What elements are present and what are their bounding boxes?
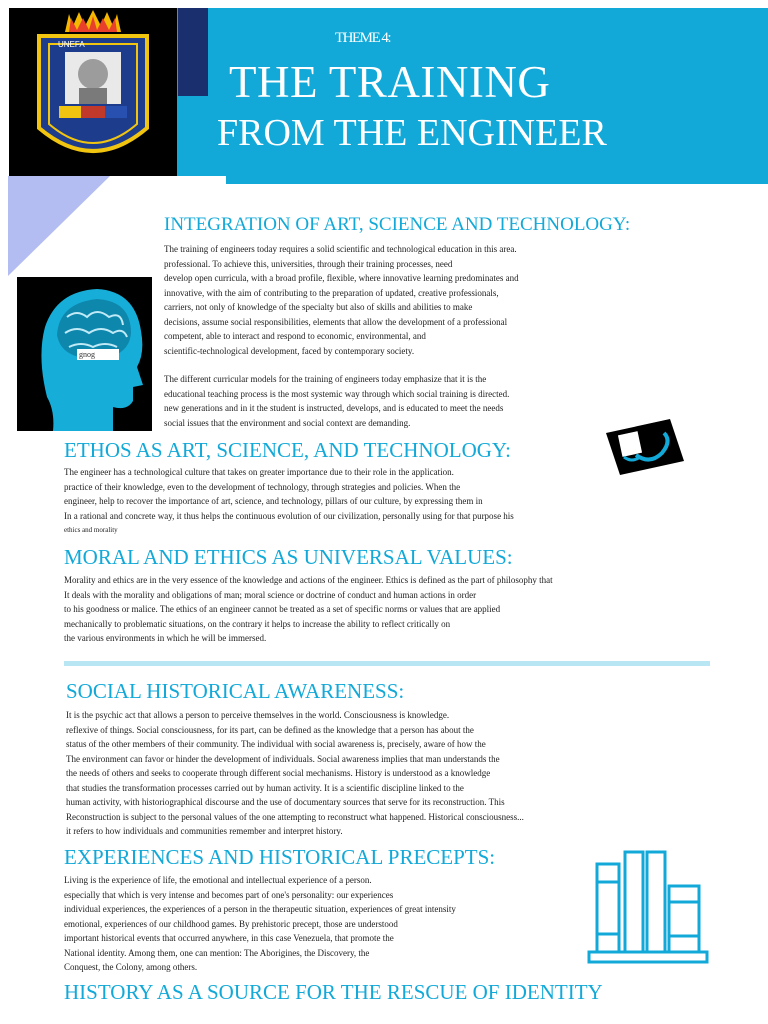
body-line: important historical events that occurred anywhere, in this case Venezuela, that promote the bbox=[64, 933, 394, 943]
body-line: National identity. Among them, one can mention: The Aborigines, the Discovery, the bbox=[64, 947, 370, 958]
body-line: develop open curricula, with a broad profile, flexible, where innovative learning predominates and bbox=[164, 273, 519, 283]
body-line: competent, able to interact and respond to economic, environmental, and bbox=[164, 331, 426, 341]
crest-icon bbox=[9, 8, 177, 176]
section-body bbox=[64, 873, 456, 975]
body-line: new generations and in it the student is instructed, develops, and is educated to meet the needs bbox=[164, 403, 504, 413]
theme-label: THEME 4: bbox=[335, 30, 391, 46]
body-line: it refers to how individuals and communities remember and interpret history. bbox=[66, 826, 343, 836]
body-line: decisions, assume social responsibilities, elements that allow the development of a professional bbox=[164, 316, 508, 327]
brain-head-illustration bbox=[17, 277, 152, 431]
university-logo bbox=[9, 8, 177, 176]
body-line: innovative, with the aim of contributing to the preparation of updated, creative professionals, bbox=[164, 287, 499, 298]
illustration-label: gnog bbox=[77, 349, 119, 360]
body-line: especially that which is very intense and becomes part of one's personality: our experiences bbox=[64, 889, 394, 900]
body-line: The engineer has a technological culture that takes on greater importance due to their role in the application. bbox=[64, 467, 454, 477]
logo-text: UNEFA bbox=[58, 40, 85, 49]
section-heading: EXPERIENCES AND HISTORICAL PRECEPTS: bbox=[64, 845, 496, 869]
body-line: engineer, help to recover the importance of art, science, and technology, pillars of our culture, by expressing them in bbox=[64, 496, 483, 506]
section-heading: MORAL AND ETHICS AS UNIVERSAL VALUES: bbox=[64, 545, 513, 569]
usb-icon bbox=[606, 419, 686, 475]
body-line: reflexive of things. Social consciousness, for its part, can be defined as the knowledge that a person has about the bbox=[66, 724, 474, 735]
section-heading: INTEGRATION OF ART, SCIENCE AND TECHNOLOGY: bbox=[164, 214, 631, 235]
body-line: the needs of others and seeks to cooperate through different social mechanisms. History is understood as a knowledge bbox=[66, 768, 491, 778]
page-title-line-1: THE TRAINING bbox=[229, 57, 551, 107]
body-line: emotional, experiences of our childhood games. By prehistoric precept, those are understood bbox=[64, 918, 398, 929]
section-body bbox=[64, 573, 566, 646]
body-line: The environment can favor or hinder the development of individuals. Social awareness implies that man understands the bbox=[66, 753, 500, 764]
body-line: scientific-technological development, faced by contemporary society. bbox=[164, 345, 415, 356]
header-accent-stripe bbox=[178, 8, 208, 96]
section-body bbox=[64, 465, 534, 538]
body-line: The different curricular models for the training of engineers today emphasize that it is the bbox=[164, 374, 487, 384]
body-line: carriers, not only of knowledge of the specialty but also of skills and abilities to make bbox=[164, 302, 473, 312]
body-line: status of the other members of their community. The individual with social awareness is, precisely, aware of how the bbox=[66, 739, 486, 749]
body-line: the various environments in which he will be immersed. bbox=[64, 633, 267, 643]
body-line: Living is the experience of life, the emotional and intellectual experience of a person. bbox=[64, 875, 372, 885]
usb-cable-illustration bbox=[606, 419, 686, 480]
body-line: that studies the transformation processes carried out by human activity. It is a scientific discipline linked to the bbox=[66, 782, 464, 793]
body-line: human activity, with historiographical discourse and the use of documentary sources that serve for its reconstruction. This bbox=[66, 797, 505, 807]
body-line: The training of engineers today requires a solid scientific and technological education in this area. bbox=[164, 244, 517, 254]
section-body bbox=[164, 242, 592, 430]
section-heading: ETHOS AS ART, SCIENCE, AND TECHNOLOGY: bbox=[64, 438, 511, 462]
section-divider bbox=[64, 661, 710, 666]
body-line: It deals with the morality and obligations of man; moral science or doctrine of conduct and human actions in order bbox=[64, 589, 477, 600]
body-line: In a rational and concrete way, it thus helps the continuous evolution of our civilization, personally using for that purpose his bbox=[64, 510, 514, 521]
body-line: Conquest, the Colony, among others. bbox=[64, 962, 198, 972]
body-line: mechanically to problematic situations, on the contrary it helps to increase the ability to reflect critically on bbox=[64, 618, 451, 629]
body-line: Reconstruction is subject to the personal values of the one attempting to reconstruct what happened. Historical consciousness... bbox=[66, 811, 524, 822]
body-line: ethics and morality bbox=[64, 526, 118, 534]
section-heading: HISTORY AS A SOURCE FOR THE RESCUE OF IDENTITY bbox=[64, 980, 603, 1004]
body-line: professional. To achieve this, universities, through their training processes, need bbox=[164, 258, 453, 269]
body-line bbox=[164, 358, 592, 372]
body-line: practice of their knowledge, even to the development of technology, through strategies and policies. When the bbox=[64, 481, 461, 492]
body-line: It is the psychic act that allows a person to perceive themselves in the world. Consciousness is knowledge. bbox=[66, 710, 450, 720]
body-line: Morality and ethics are in the very essence of the knowledge and actions of the engineer. Ethics is defined as the part of philosophy that bbox=[64, 575, 553, 585]
page-title-line-2: FROM THE ENGINEER bbox=[217, 112, 607, 154]
body-line: educational teaching process is the most systemic way through which social training is directed. bbox=[164, 388, 510, 399]
books-illustration bbox=[585, 846, 711, 971]
body-line: social issues that the environment and social context are demanding. bbox=[164, 417, 411, 428]
body-line: to his goodness or malice. The ethics of an engineer cannot be treated as a set of specific norms or values that are applied bbox=[64, 604, 501, 614]
section-heading: SOCIAL HISTORICAL AWARENESS: bbox=[66, 679, 405, 703]
section-body bbox=[66, 708, 566, 839]
books-icon bbox=[585, 846, 711, 966]
body-line: individual experiences, the experiences of a person in the therapeutic situation, experiences of great intensity bbox=[64, 904, 456, 914]
